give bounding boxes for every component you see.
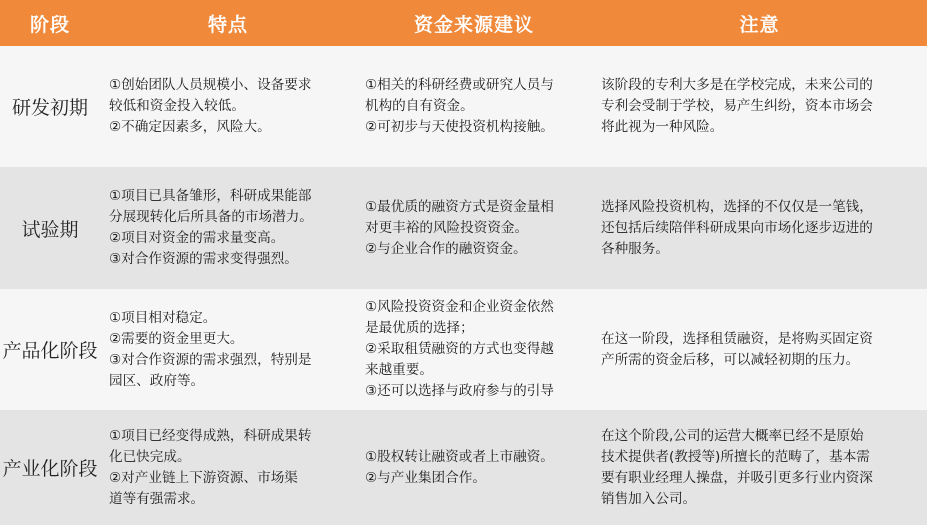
header-features: 特点 (100, 0, 356, 46)
funding-line: 对更丰裕的风险投资资金。 (365, 219, 529, 236)
features-line: ①项目已经变得成熟，科研成果转 (109, 427, 312, 444)
notes-line: 该阶段的专利大多是在学校完成，未来公司的 (601, 77, 873, 93)
features-cell (100, 289, 356, 410)
features-line: 化已快完成。 (109, 448, 191, 465)
features-line: 较低和资金投入较低。 (109, 98, 245, 114)
features-line: 园区、政府等。 (109, 372, 205, 389)
features-cell (100, 46, 356, 167)
notes-line: 将此视为一种风险。 (601, 119, 724, 135)
stage-name: 产品化阶段 (2, 340, 98, 362)
features-line: ①创始团队人员规模小、设备要求 (109, 77, 312, 93)
notes-line: 选择风险投资机构，选择的不仅仅是一笔钱， (601, 198, 873, 215)
features-line: ②需要的资金里更大。 (109, 330, 244, 347)
stage-name-cell (0, 167, 100, 289)
features-cell (100, 410, 356, 525)
notes-line: 在这个阶段,公司的运营大概率已经不是原始 (601, 427, 864, 444)
funding-line: ①最优质的融资方式是资金量相 (365, 198, 554, 215)
features-line: ①项目相对稳定。 (109, 309, 217, 326)
funding-line: ②与企业合作的融资资金。 (365, 240, 527, 257)
features-line: ③对合作资源的需求强烈，特别是 (109, 351, 312, 368)
stage-name-cell (0, 289, 100, 410)
funding-cell (356, 410, 592, 525)
notes-line: 产所需的资金后移，可以减轻初期的压力。 (601, 351, 860, 368)
features-line: ②对产业链上下游资源、市场渠 (109, 469, 298, 486)
features-cell (100, 167, 356, 289)
funding-line: ②与产业集团合作。 (365, 469, 486, 486)
features-line: 道等有强需求。 (109, 490, 205, 507)
funding-line: 是最优质的选择； (365, 320, 474, 336)
features-line: ③对合作资源的需求变得强烈。 (109, 251, 298, 267)
notes-cell (592, 289, 927, 410)
notes-cell (592, 410, 927, 525)
features-line: ②项目对资金的需求量变高。 (109, 230, 285, 246)
funding-line: 来越重要。 (365, 362, 433, 378)
notes-line: 还包括后续陪伴科研成果向市场化逐步迈进的 (601, 219, 873, 236)
stage-name: 研发初期 (11, 97, 88, 119)
stage-name-cell (0, 410, 100, 525)
funding-cell (356, 289, 592, 410)
header-notes: 注意 (592, 0, 927, 46)
notes-line: 各种服务。 (601, 240, 669, 257)
stage-name: 试验期 (21, 218, 79, 241)
notes-cell (592, 167, 927, 289)
header-funding: 资金来源建议 (356, 0, 592, 46)
notes-cell (592, 46, 927, 167)
stage-name: 产业化阶段 (2, 458, 98, 480)
notes-line: 销售加入公司。 (601, 490, 697, 507)
funding-line: ②采取租赁融资的方式也变得越 (365, 341, 554, 357)
funding-line: ①相关的科研经费或研究人员与 (365, 77, 554, 93)
funding-cell (356, 46, 592, 167)
header-stage: 阶段 (0, 0, 100, 46)
features-line: 分展现转化后所具备的市场潜力。 (109, 209, 313, 225)
funding-line: ①股权转让融资或者上市融资。 (365, 448, 554, 465)
notes-line: 要有职业经理人操盘，并吸引更多行业内资深 (601, 469, 873, 486)
notes-line: 专利会受制于学校，易产生纠纷，资本市场会 (601, 98, 873, 114)
funding-cell (356, 167, 592, 289)
funding-line: ②可初步与天使投资机构接触。 (365, 119, 554, 135)
funding-line: ①风险投资资金和企业资金依然 (365, 299, 554, 315)
funding-line: 机构的自有资金。 (365, 98, 474, 114)
features-line: ②不确定因素多，风险大。 (109, 119, 271, 135)
notes-line: 在这一阶段，选择租赁融资，是将购买固定资 (601, 330, 873, 347)
features-line: ①项目已具备雏形，科研成果能部 (109, 188, 312, 204)
funding-line: ③还可以选择与政府参与的引导 (365, 383, 554, 399)
stage-name-cell (0, 46, 100, 167)
notes-line: 技术提供者(教授等)所擅长的范畴了，基本需 (601, 448, 870, 465)
